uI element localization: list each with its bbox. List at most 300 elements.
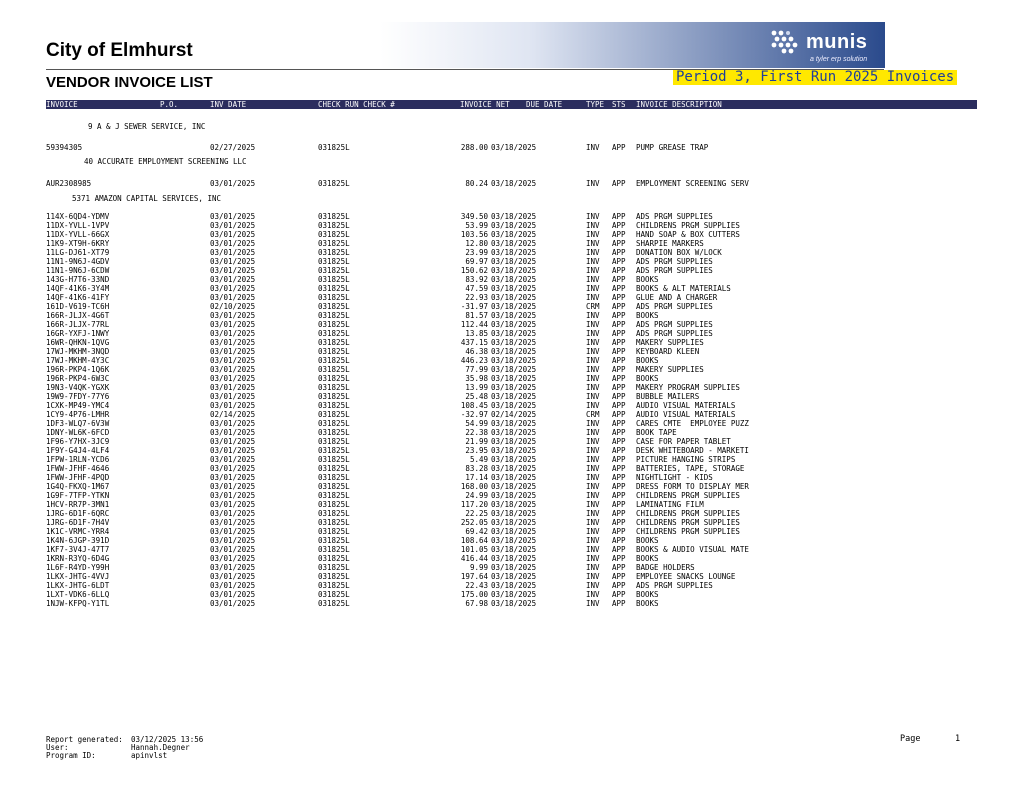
- cell-invoice: 16GR-YXFJ-1NWY: [46, 329, 110, 338]
- cell-due-date: 03/18/2025: [491, 212, 537, 221]
- cell-type: INV: [586, 428, 600, 437]
- cell-due-date: 03/18/2025: [491, 491, 537, 500]
- cell-due-date: 03/18/2025: [491, 590, 537, 599]
- cell-due-date: 03/18/2025: [491, 392, 537, 401]
- cell-sts: APP: [612, 275, 626, 284]
- cell-type: INV: [586, 536, 600, 545]
- cell-desc: ADS PRGM SUPPLIES: [636, 302, 713, 311]
- cell-type: INV: [586, 419, 600, 428]
- table-row: [0, 248, 1024, 257]
- cell-check-run: 031825L: [318, 230, 350, 239]
- cell-sts: APP: [612, 383, 626, 392]
- cell-desc: BADGE HOLDERS: [636, 563, 695, 572]
- table-row: [0, 563, 1024, 572]
- cell-desc: SHARPIE MARKERS: [636, 239, 704, 248]
- cell-due-date: 03/18/2025: [491, 500, 537, 509]
- cell-type: INV: [586, 392, 600, 401]
- cell-sts: APP: [612, 266, 626, 275]
- cell-invoice: 11N1-9N6J-6CDW: [46, 266, 110, 275]
- cell-type: INV: [586, 455, 600, 464]
- cell-sts: APP: [612, 491, 626, 500]
- cell-check-run: 031825L: [318, 143, 350, 152]
- cell-invoice: 1DF3-WLQ7-6V3W: [46, 419, 110, 428]
- table-row: [0, 347, 1024, 356]
- cell-desc: BOOKS: [636, 536, 659, 545]
- cell-sts: APP: [612, 455, 626, 464]
- cell-sts: APP: [612, 518, 626, 527]
- cell-type: INV: [586, 212, 600, 221]
- cell-desc: DESK WHITEBOARD - MARKETI: [636, 446, 749, 455]
- cell-type: CRM: [586, 410, 600, 419]
- table-row: [0, 143, 1024, 152]
- cell-invoice: 1FWW-JFHF-4646: [46, 464, 110, 473]
- cell-invoice: 1JRG-6D1F-7H4V: [46, 518, 110, 527]
- cell-invoice: 1CXK-MP49-YMC4: [46, 401, 110, 410]
- cell-net: 252.05: [460, 518, 488, 527]
- cell-due-date: 03/18/2025: [491, 572, 537, 581]
- cell-invoice: 196R-PKP4-6W3C: [46, 374, 110, 383]
- cell-inv-date: 03/01/2025: [210, 500, 256, 509]
- cell-invoice: 1FPW-1RLN-YCD6: [46, 455, 110, 464]
- cell-net: 168.00: [460, 482, 488, 491]
- cell-inv-date: 03/01/2025: [210, 509, 256, 518]
- cell-inv-date: 03/01/2025: [210, 293, 256, 302]
- cell-type: INV: [586, 257, 600, 266]
- cell-invoice: 1KRN-R3YQ-6D4G: [46, 554, 110, 563]
- cell-sts: APP: [612, 248, 626, 257]
- cell-invoice: 17WJ-MKHM-3NQD: [46, 347, 110, 356]
- cell-due-date: 03/18/2025: [491, 428, 537, 437]
- cell-check-run: 031825L: [318, 536, 350, 545]
- cell-net: 23.99: [465, 248, 488, 257]
- cell-net: 416.44: [460, 554, 488, 563]
- cell-desc: KEYBOARD KLEEN: [636, 347, 700, 356]
- cell-net: 80.24: [465, 179, 488, 188]
- cell-type: INV: [586, 356, 600, 365]
- cell-type: INV: [586, 491, 600, 500]
- cell-due-date: 03/18/2025: [491, 383, 537, 392]
- cell-invoice: 1DNY-WL6K-6FCD: [46, 428, 110, 437]
- cell-check-run: 031825L: [318, 491, 350, 500]
- col-check-run: CHECK RUN CHECK #: [318, 100, 395, 109]
- cell-check-run: 031825L: [318, 410, 350, 419]
- cell-due-date: 03/18/2025: [491, 419, 537, 428]
- cell-due-date: 03/18/2025: [491, 509, 537, 518]
- footer-generated-value: 03/12/2025 13:56: [131, 735, 204, 744]
- cell-net: 46.38: [465, 347, 488, 356]
- cell-type: INV: [586, 347, 600, 356]
- cell-net: 150.62: [460, 266, 488, 275]
- cell-sts: APP: [612, 374, 626, 383]
- cell-check-run: 031825L: [318, 437, 350, 446]
- cell-net: 22.25: [465, 509, 488, 518]
- cell-type: INV: [586, 275, 600, 284]
- cell-inv-date: 03/01/2025: [210, 266, 256, 275]
- cell-type: INV: [586, 572, 600, 581]
- cell-sts: APP: [612, 554, 626, 563]
- cell-invoice: 1LKX-JHTG-4VVJ: [46, 572, 110, 581]
- cell-desc: LAMINATING FILM: [636, 500, 704, 509]
- cell-type: INV: [586, 266, 600, 275]
- cell-check-run: 031825L: [318, 221, 350, 230]
- cell-invoice: 196R-PKP4-1Q6K: [46, 365, 110, 374]
- cell-due-date: 03/18/2025: [491, 482, 537, 491]
- cell-type: INV: [586, 590, 600, 599]
- cell-inv-date: 03/01/2025: [210, 311, 256, 320]
- cell-type: INV: [586, 329, 600, 338]
- cell-inv-date: 02/14/2025: [210, 410, 256, 419]
- cell-type: INV: [586, 239, 600, 248]
- cell-inv-date: 03/01/2025: [210, 446, 256, 455]
- cell-invoice: 114X-6QD4-YDMV: [46, 212, 110, 221]
- cell-due-date: 03/18/2025: [491, 446, 537, 455]
- cell-type: INV: [586, 473, 600, 482]
- cell-check-run: 031825L: [318, 554, 350, 563]
- cell-type: INV: [586, 527, 600, 536]
- cell-inv-date: 03/01/2025: [210, 401, 256, 410]
- period-banner: Period 3, First Run 2025 Invoices: [673, 70, 957, 85]
- cell-due-date: 03/18/2025: [491, 257, 537, 266]
- cell-desc: BATTERIES, TAPE, STORAGE: [636, 464, 745, 473]
- cell-due-date: 03/18/2025: [491, 284, 537, 293]
- cell-net: 5.49: [469, 455, 488, 464]
- cell-check-run: 031825L: [318, 482, 350, 491]
- cell-invoice: 1F9Y-G4J4-4LF4: [46, 446, 110, 455]
- munis-logo: [768, 28, 884, 68]
- cell-inv-date: 02/10/2025: [210, 302, 256, 311]
- cell-invoice: 161D-V619-TC6H: [46, 302, 110, 311]
- table-row: [0, 590, 1024, 599]
- table-row: [0, 392, 1024, 401]
- cell-net: 22.43: [465, 581, 488, 590]
- cell-sts: APP: [612, 410, 626, 419]
- cell-inv-date: 03/01/2025: [210, 392, 256, 401]
- col-sts: STS: [612, 100, 626, 109]
- table-row: [0, 455, 1024, 464]
- cell-check-run: 031825L: [318, 374, 350, 383]
- cell-check-run: 031825L: [318, 338, 350, 347]
- cell-desc: CHILDRENS PRGM SUPPLIES: [636, 509, 740, 518]
- cell-inv-date: 03/01/2025: [210, 212, 256, 221]
- cell-invoice: 1L6F-R4YD-Y99H: [46, 563, 110, 572]
- cell-inv-date: 03/01/2025: [210, 554, 256, 563]
- table-row: [0, 374, 1024, 383]
- cell-desc: AUDIO VISUAL MATERIALS: [636, 401, 736, 410]
- cell-inv-date: 03/01/2025: [210, 464, 256, 473]
- cell-check-run: 031825L: [318, 248, 350, 257]
- cell-net: 21.99: [465, 437, 488, 446]
- table-row: [0, 545, 1024, 554]
- cell-net: 108.64: [460, 536, 488, 545]
- cell-type: INV: [586, 338, 600, 347]
- cell-due-date: 03/18/2025: [491, 239, 537, 248]
- cell-invoice: 17WJ-MKHM-4Y3C: [46, 356, 110, 365]
- cell-desc: PUMP GREASE TRAP: [636, 143, 709, 152]
- cell-inv-date: 03/01/2025: [210, 572, 256, 581]
- table-row: [0, 554, 1024, 563]
- cell-sts: APP: [612, 320, 626, 329]
- cell-sts: APP: [612, 527, 626, 536]
- cell-sts: APP: [612, 428, 626, 437]
- cell-due-date: 03/18/2025: [491, 302, 537, 311]
- cell-type: INV: [586, 221, 600, 230]
- cell-desc: AUDIO VISUAL MATERIALS: [636, 410, 736, 419]
- cell-net: -32.97: [460, 410, 488, 419]
- cell-net: 103.56: [460, 230, 488, 239]
- cell-type: INV: [586, 401, 600, 410]
- cell-desc: ADS PRGM SUPPLIES: [636, 257, 713, 266]
- cell-inv-date: 03/01/2025: [210, 329, 256, 338]
- cell-type: INV: [586, 446, 600, 455]
- table-row: [0, 338, 1024, 347]
- cell-net: 69.97: [465, 257, 488, 266]
- table-row: [0, 230, 1024, 239]
- cell-net: 175.00: [460, 590, 488, 599]
- col-invoice: INVOICE: [46, 100, 78, 109]
- cell-inv-date: 02/27/2025: [210, 143, 256, 152]
- cell-sts: APP: [612, 143, 626, 152]
- table-row: [0, 473, 1024, 482]
- cell-net: 53.99: [465, 221, 488, 230]
- cell-due-date: 03/18/2025: [491, 293, 537, 302]
- cell-desc: BOOKS: [636, 275, 659, 284]
- cell-sts: APP: [612, 500, 626, 509]
- cell-desc: BOOK TAPE: [636, 428, 677, 437]
- cell-due-date: 03/18/2025: [491, 356, 537, 365]
- cell-sts: APP: [612, 563, 626, 572]
- cell-desc: ADS PRGM SUPPLIES: [636, 581, 713, 590]
- logo-tagline: a tyler erp solution: [810, 56, 868, 63]
- cell-check-run: 031825L: [318, 401, 350, 410]
- cell-sts: APP: [612, 437, 626, 446]
- cell-invoice: 14QF-41K6-3Y4M: [46, 284, 110, 293]
- footer-generated-label: Report generated:: [46, 735, 123, 744]
- cell-net: 83.92: [465, 275, 488, 284]
- cell-check-run: 031825L: [318, 509, 350, 518]
- cell-net: 101.05: [460, 545, 488, 554]
- cell-check-run: 031825L: [318, 455, 350, 464]
- cell-invoice: 16WR-QHKN-1QVG: [46, 338, 110, 347]
- cell-inv-date: 03/01/2025: [210, 248, 256, 257]
- cell-sts: APP: [612, 536, 626, 545]
- cell-check-run: 031825L: [318, 257, 350, 266]
- cell-type: CRM: [586, 302, 600, 311]
- cell-desc: BOOKS: [636, 590, 659, 599]
- cell-invoice: 59394305: [46, 143, 83, 152]
- table-row: [0, 212, 1024, 221]
- cell-invoice: 143G-H7T6-33ND: [46, 275, 110, 284]
- cell-type: INV: [586, 581, 600, 590]
- cell-check-run: 031825L: [318, 266, 350, 275]
- cell-net: 13.85: [465, 329, 488, 338]
- cell-sts: APP: [612, 293, 626, 302]
- cell-net: 112.44: [460, 320, 488, 329]
- table-row: [0, 221, 1024, 230]
- cell-invoice: 1HCV-RR7P-3MN1: [46, 500, 110, 509]
- table-row: [0, 179, 1024, 188]
- cell-inv-date: 03/01/2025: [210, 581, 256, 590]
- footer-page-number: 1: [955, 734, 961, 744]
- cell-net: -31.97: [460, 302, 488, 311]
- cell-sts: APP: [612, 311, 626, 320]
- cell-desc: DONATION BOX W/LOCK: [636, 248, 722, 257]
- cell-net: 108.45: [460, 401, 488, 410]
- cell-due-date: 03/18/2025: [491, 554, 537, 563]
- cell-net: 23.95: [465, 446, 488, 455]
- cell-net: 69.42: [465, 527, 488, 536]
- cell-net: 67.98: [465, 599, 488, 608]
- cell-inv-date: 03/01/2025: [210, 383, 256, 392]
- cell-check-run: 031825L: [318, 545, 350, 554]
- cell-net: 24.99: [465, 491, 488, 500]
- cell-check-run: 031825L: [318, 347, 350, 356]
- cell-desc: EMPLOYEE SNACKS LOUNGE: [636, 572, 736, 581]
- table-row: [0, 320, 1024, 329]
- cell-inv-date: 03/01/2025: [210, 275, 256, 284]
- cell-check-run: 031825L: [318, 284, 350, 293]
- footer-page-label: Page: [900, 734, 921, 744]
- table-row: [0, 401, 1024, 410]
- cell-inv-date: 03/01/2025: [210, 320, 256, 329]
- cell-check-run: 031825L: [318, 311, 350, 320]
- cell-type: INV: [586, 248, 600, 257]
- cell-net: 47.59: [465, 284, 488, 293]
- table-row: [0, 581, 1024, 590]
- cell-check-run: 031825L: [318, 212, 350, 221]
- footer-user-label: User:: [46, 743, 69, 752]
- cell-type: INV: [586, 482, 600, 491]
- cell-sts: APP: [612, 230, 626, 239]
- table-row: [0, 500, 1024, 509]
- col-due-date: DUE DATE: [526, 100, 563, 109]
- cell-check-run: 031825L: [318, 275, 350, 284]
- cell-due-date: 03/18/2025: [491, 275, 537, 284]
- cell-net: 83.28: [465, 464, 488, 473]
- cell-type: INV: [586, 374, 600, 383]
- cell-sts: APP: [612, 356, 626, 365]
- cell-desc: PICTURE HANGING STRIPS: [636, 455, 736, 464]
- cell-check-run: 031825L: [318, 320, 350, 329]
- cell-desc: BOOKS: [636, 554, 659, 563]
- cell-invoice: 11N1-9N6J-4GDV: [46, 257, 110, 266]
- cell-desc: MAKERY SUPPLIES: [636, 365, 704, 374]
- cell-net: 77.99: [465, 365, 488, 374]
- cell-check-run: 031825L: [318, 428, 350, 437]
- cell-invoice: 1K1C-VRMC-YRR4: [46, 527, 110, 536]
- cell-inv-date: 03/01/2025: [210, 230, 256, 239]
- cell-net: 22.93: [465, 293, 488, 302]
- cell-due-date: 03/18/2025: [491, 599, 537, 608]
- cell-inv-date: 03/01/2025: [210, 482, 256, 491]
- cell-desc: DRESS FORM TO DISPLAY MER: [636, 482, 749, 491]
- table-row: [0, 464, 1024, 473]
- cell-check-run: 031825L: [318, 446, 350, 455]
- cell-invoice: 1G4Q-FKXQ-1M67: [46, 482, 110, 491]
- cell-inv-date: 03/01/2025: [210, 527, 256, 536]
- cell-desc: BOOKS: [636, 356, 659, 365]
- cell-net: 13.99: [465, 383, 488, 392]
- cell-type: INV: [586, 143, 600, 152]
- column-header-bar: [46, 100, 977, 109]
- cell-desc: BOOKS: [636, 311, 659, 320]
- table-row: [0, 329, 1024, 338]
- cell-net: 117.20: [460, 500, 488, 509]
- col-net: INVOICE NET: [460, 100, 510, 109]
- cell-desc: BOOKS & AUDIO VISUAL MATE: [636, 545, 749, 554]
- cell-invoice: 1NJW-KFPQ-Y1TL: [46, 599, 110, 608]
- cell-type: INV: [586, 500, 600, 509]
- cell-sts: APP: [612, 581, 626, 590]
- cell-invoice: 166R-JLJX-4G6T: [46, 311, 110, 320]
- cell-check-run: 031825L: [318, 302, 350, 311]
- cell-invoice: 1G9F-7TFP-YTKN: [46, 491, 110, 500]
- cell-due-date: 03/18/2025: [491, 230, 537, 239]
- cell-net: 9.99: [469, 563, 488, 572]
- cell-type: INV: [586, 311, 600, 320]
- cell-check-run: 031825L: [318, 293, 350, 302]
- cell-check-run: 031825L: [318, 239, 350, 248]
- cell-due-date: 03/18/2025: [491, 179, 537, 188]
- cell-inv-date: 03/01/2025: [210, 563, 256, 572]
- cell-desc: ADS PRGM SUPPLIES: [636, 320, 713, 329]
- cell-invoice: 1CY9-4P76-LMHR: [46, 410, 110, 419]
- cell-type: INV: [586, 545, 600, 554]
- cell-type: INV: [586, 365, 600, 374]
- cell-due-date: 03/18/2025: [491, 581, 537, 590]
- cell-net: 349.50: [460, 212, 488, 221]
- cell-invoice: 1KF7-3V4J-47T7: [46, 545, 110, 554]
- table-row: [0, 275, 1024, 284]
- cell-sts: APP: [612, 284, 626, 293]
- cell-check-run: 031825L: [318, 572, 350, 581]
- table-row: [0, 599, 1024, 608]
- cell-invoice: 14QF-41K6-41FY: [46, 293, 110, 302]
- cell-sts: APP: [612, 257, 626, 266]
- cell-check-run: 031825L: [318, 365, 350, 374]
- cell-inv-date: 03/01/2025: [210, 257, 256, 266]
- logo-word: munis: [806, 31, 868, 53]
- cell-net: 81.57: [465, 311, 488, 320]
- table-row: [0, 482, 1024, 491]
- table-row: [0, 266, 1024, 275]
- col-desc: INVOICE DESCRIPTION: [636, 100, 722, 109]
- cell-type: INV: [586, 179, 600, 188]
- cell-invoice: 1JRG-6D1F-6QRC: [46, 509, 110, 518]
- cell-check-run: 031825L: [318, 473, 350, 482]
- cell-sts: APP: [612, 365, 626, 374]
- cell-check-run: 031825L: [318, 329, 350, 338]
- vendor-heading: 5371 AMAZON CAPITAL SERVICES, INC: [72, 194, 222, 203]
- cell-net: 35.98: [465, 374, 488, 383]
- cell-due-date: 03/18/2025: [491, 401, 537, 410]
- col-inv-date: INV DATE: [210, 100, 247, 109]
- footer-user-value: Hannah.Degner: [131, 743, 190, 752]
- table-row: [0, 356, 1024, 365]
- cell-inv-date: 03/01/2025: [210, 599, 256, 608]
- cell-desc: HAND SOAP & BOX CUTTERS: [636, 230, 740, 239]
- table-row: [0, 239, 1024, 248]
- cell-inv-date: 03/01/2025: [210, 590, 256, 599]
- munis-dots-icon: [768, 28, 804, 58]
- table-row: [0, 284, 1024, 293]
- cell-check-run: 031825L: [318, 392, 350, 401]
- table-row: [0, 383, 1024, 392]
- table-row: [0, 437, 1024, 446]
- cell-sts: APP: [612, 329, 626, 338]
- table-row: [0, 410, 1024, 419]
- cell-due-date: 03/18/2025: [491, 266, 537, 275]
- cell-due-date: 03/18/2025: [491, 248, 537, 257]
